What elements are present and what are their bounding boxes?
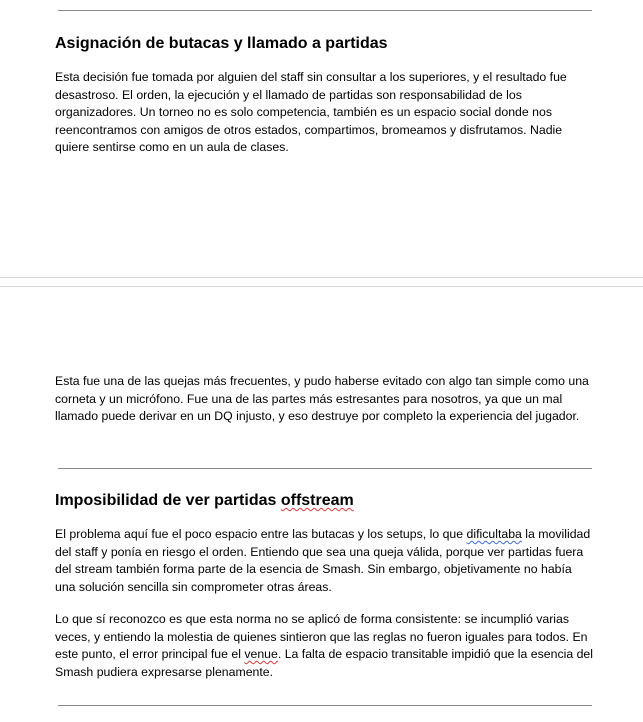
paragraph-text: la movilidad del staff y ponía en riesgo el orden. Entiendo que sea una queja válida, porque ver partidas fuera del stream también forma parte de la esencia de Smash. Sin embargo, objetivamente no había una solución sencilla sin comprometer otras áreas. xyxy=(55,527,591,594)
paragraph-text: Lo que sí reconozco es que esta norma no se aplicó de forma consistente: se incumplió varias veces, y entiendo la molestia de quienes sintieron que las reglas no fueron iguales para todos. En este punto, el error principal fue el xyxy=(55,612,588,662)
paragraph-offstream-problem xyxy=(55,526,595,596)
paragraph-seating: Esta decisión fue tomada por alguien del staff sin consultar a los superiores, y el resultado fue desastroso. El orden, la ejecución y el llamado de partidas son responsabilidad de los organizadores. Un torneo no es solo competencia, también es un espacio social donde nos reencontramos con amigos de otros estados, compartimos, bromeamos y disfrutamos. Nadie quiere sentirse como en un aula de clases. xyxy=(55,70,567,155)
spellcheck-flagged-word[interactable]: offstream xyxy=(280,492,354,509)
section-heading-offstream xyxy=(55,491,354,511)
horizontal-rule xyxy=(58,705,592,706)
paragraph-calling-complaints: Esta fue una de las quejas más frecuentes, y pudo haberse evitado con algo tan simple como una corneta y un micrófono. Fue una de las partes más estresantes para nosotros, ya que un mal llamado puede derivar en un DQ injusto, y eso destruye por completo la experiencia del jugador. xyxy=(55,374,589,424)
horizontal-rule xyxy=(58,468,592,469)
paragraph-offstream-rules xyxy=(55,611,595,681)
section-heading-seating: Asignación de butacas y llamado a partidas xyxy=(55,35,388,52)
paragraph-text: El problema aquí fue el poco espacio entre las butacas y los setups, lo que xyxy=(55,527,467,541)
page-break xyxy=(0,277,643,287)
document-page-1 xyxy=(0,0,643,277)
grammar-flagged-word[interactable]: dificultaba xyxy=(466,527,522,541)
horizontal-rule xyxy=(58,10,592,11)
spellcheck-flagged-word[interactable]: venue xyxy=(244,647,278,662)
paragraph-text: . La falta de espacio transitable impidió que la esencia del Smash pudiera expresarse plenamente. xyxy=(55,647,593,679)
document-page-2 xyxy=(0,287,643,722)
heading-text: Imposibilidad de ver partidas xyxy=(55,492,281,509)
